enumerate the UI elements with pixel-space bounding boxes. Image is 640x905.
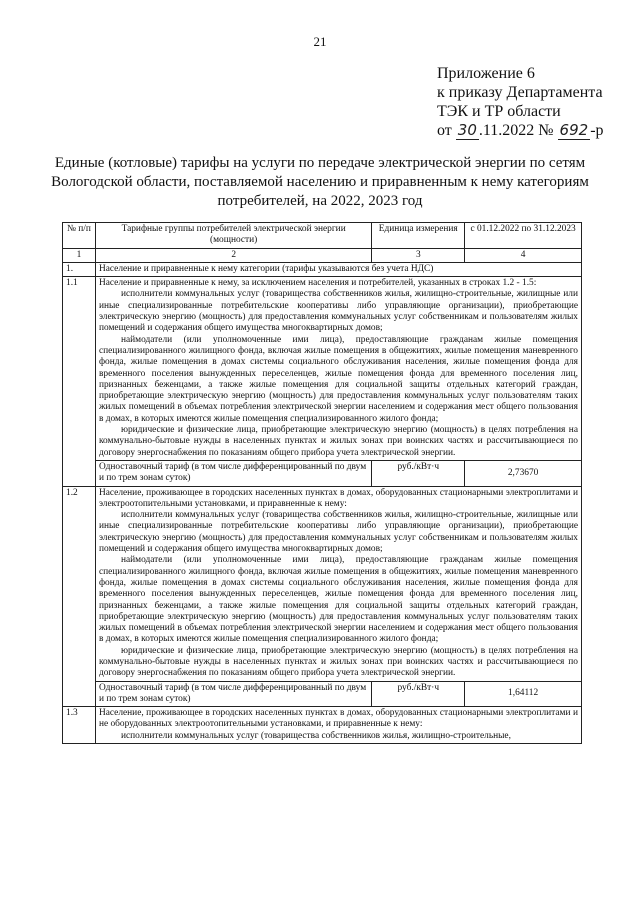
- row-description: [95, 277, 581, 461]
- header-num: № п/п: [63, 223, 96, 249]
- order-suffix: -р: [590, 122, 604, 139]
- paragraph: исполнители коммунальных услуг (товарищества собственников жилья, жилищно-строительные, жилищные или иные специализированные потребительские кооперативы либо управляющие организации), приобретающие электрическую энергию (мощность) для предоставления коммунальных услуг собственникам и пользователям жилых помещений и содержания общего имущества многоквартирных домов;: [98, 510, 578, 555]
- date-rest: .11.2022 №: [478, 122, 554, 139]
- row-description: [95, 486, 581, 681]
- appendix-line-1: Приложение 6: [437, 65, 535, 82]
- row-description: [95, 707, 581, 744]
- date-day-handwritten: 30: [457, 121, 477, 139]
- row-num: 1.3: [63, 707, 96, 744]
- document-title: Единые (котловые) тарифы на услуги по передаче электрической энергии по сетям Вологодской области, поставляемой населению и приравненным к нему категориям потребителей, на 2022, 2023 год: [51, 155, 589, 209]
- appendix-line-3: ТЭК и ТР области: [437, 103, 561, 120]
- row-num: 1.2: [63, 486, 96, 707]
- tariff-table: [62, 222, 582, 744]
- date-prefix: от: [437, 122, 452, 139]
- order-number-handwritten: 692: [559, 121, 589, 139]
- header-num-4: 4: [465, 248, 582, 262]
- tariff-row: [63, 681, 582, 707]
- header-group: Тарифные группы потребителей электрической энергии (мощности): [95, 223, 371, 249]
- appendix-line-2: к приказу Департамента: [437, 84, 603, 101]
- header-period: с 01.12.2022 по 31.12.2023: [465, 223, 582, 249]
- appendix-date-line: [437, 121, 637, 140]
- tariff-row: [63, 460, 582, 486]
- paragraph: наймодатели (или уполномоченные ими лица), предоставляющие гражданам жилые помещения специализированного жилищного фонда, включая жилые помещения в общежитиях, жилые помещения маневренного фонда, жилые помещения в домах системы социального обслуживания населения, жилые помещения фонда для временного поселения вынужденных переселенцев, жилые помещения фонда для временного поселения лиц, признанных беженцами, а также жилые помещения для социальной защиты отдельных категорий граждан, приобретающие электрическую энергию (мощность) для предоставления коммунальных услуг пользователям таких жилых помещений в объемах потребления электрической энергии населением и содержания мест общего пользования в домах, в которых имеются жилые помещения специализированного жилого фонда;: [98, 334, 578, 424]
- paragraph: юридические и физические лица, приобретающие электрическую энергию (мощность) в целях потребления на коммунально-бытовые нужды в населенных пунктах и жилых зонах при воинских частях и рассчитывающиеся по договору энергоснабжения по показаниям общего прибора учета электрической энергии.: [98, 425, 578, 458]
- table-header-nums: [63, 248, 582, 262]
- row-num: 1.1: [63, 277, 96, 486]
- paragraph: Население, проживающее в городских населенных пунктах в домах, оборудованных стационарными электроплитами и не оборудованных электроотопительными установками, и приравненные к нему:: [98, 708, 578, 730]
- tariff-label: Одноставочный тариф (в том числе дифференцированный по двум и по трем зонам суток): [95, 460, 371, 486]
- table-row: [63, 277, 582, 461]
- table-row: [63, 707, 582, 744]
- appendix-block: [437, 64, 637, 140]
- header-num-2: 2: [95, 248, 371, 262]
- header-unit: Единица измерения: [372, 223, 465, 249]
- tariff-value: 1,64112: [465, 681, 582, 707]
- paragraph: исполнители коммунальных услуг (товарищества собственников жилья, жилищно-строительные, жилищные или иные специализированные потребительские кооперативы либо управляющие организации), приобретающие электрическую энергию (мощность) для предоставления коммунальных услуг собственникам и пользователям жилых помещений и содержания общего имущества многоквартирных домов;: [98, 289, 578, 334]
- row-text: Население и приравненные к нему категории (тарифы указываются без учета НДС): [95, 262, 581, 276]
- header-num-3: 3: [372, 248, 465, 262]
- paragraph: юридические и физические лица, приобретающие электрическую энергию (мощность) в целях потребления на коммунально-бытовые нужды в населенных пунктах и жилых зонах при воинских частях и рассчитывающиеся по договору энергоснабжения по показаниям общего прибора учета электрической энергии.: [98, 645, 578, 679]
- row-num: 1.: [63, 262, 96, 276]
- header-num-1: 1: [63, 248, 96, 262]
- table-row: [63, 486, 582, 681]
- paragraph: Население, проживающее в городских населенных пунктах в домах, оборудованных стационарными электроплитами и электроотопительными установками, и приравненные к нему:: [98, 487, 578, 509]
- tariff-label: Одноставочный тариф (в том числе дифференцированный по двум и по трем зонам суток): [95, 681, 371, 707]
- paragraph: наймодатели (или уполномоченные ими лица), предоставляющие гражданам жилые помещения специализированного жилищного фонда, включая жилые помещения в общежитиях, жилые помещения маневренного фонда, жилые помещения в домах системы социального обслуживания населения, жилые помещения фонда для временного поселения вынужденных переселенцев, жилые помещения фонда для временного поселения лиц, признанных беженцами, а также жилые помещения для социальной защиты отдельных категорий граждан, приобретающие электрическую энергию (мощность) для предоставления коммунальных услуг пользователям таких жилых помещений в объемах потребления электрической энергии населением и содержания мест общего пользования в домах, в которых имеются жилые помещения специализированного жилого фонда;: [98, 555, 578, 645]
- tariff-value: 2,73670: [465, 460, 582, 486]
- tariff-unit: руб./кВт·ч: [372, 460, 465, 486]
- table-row: [63, 262, 582, 276]
- paragraph: Население и приравненные к нему, за исключением населения и потребителей, указанных в строках 1.2 - 1.5:: [98, 278, 537, 289]
- page-number: 21: [313, 34, 327, 49]
- table-header-row: [63, 223, 582, 249]
- paragraph: исполнители коммунальных услуг (товарищества собственников жилья, жилищно-строительные,: [120, 730, 511, 741]
- tariff-unit: руб./кВт·ч: [372, 681, 465, 707]
